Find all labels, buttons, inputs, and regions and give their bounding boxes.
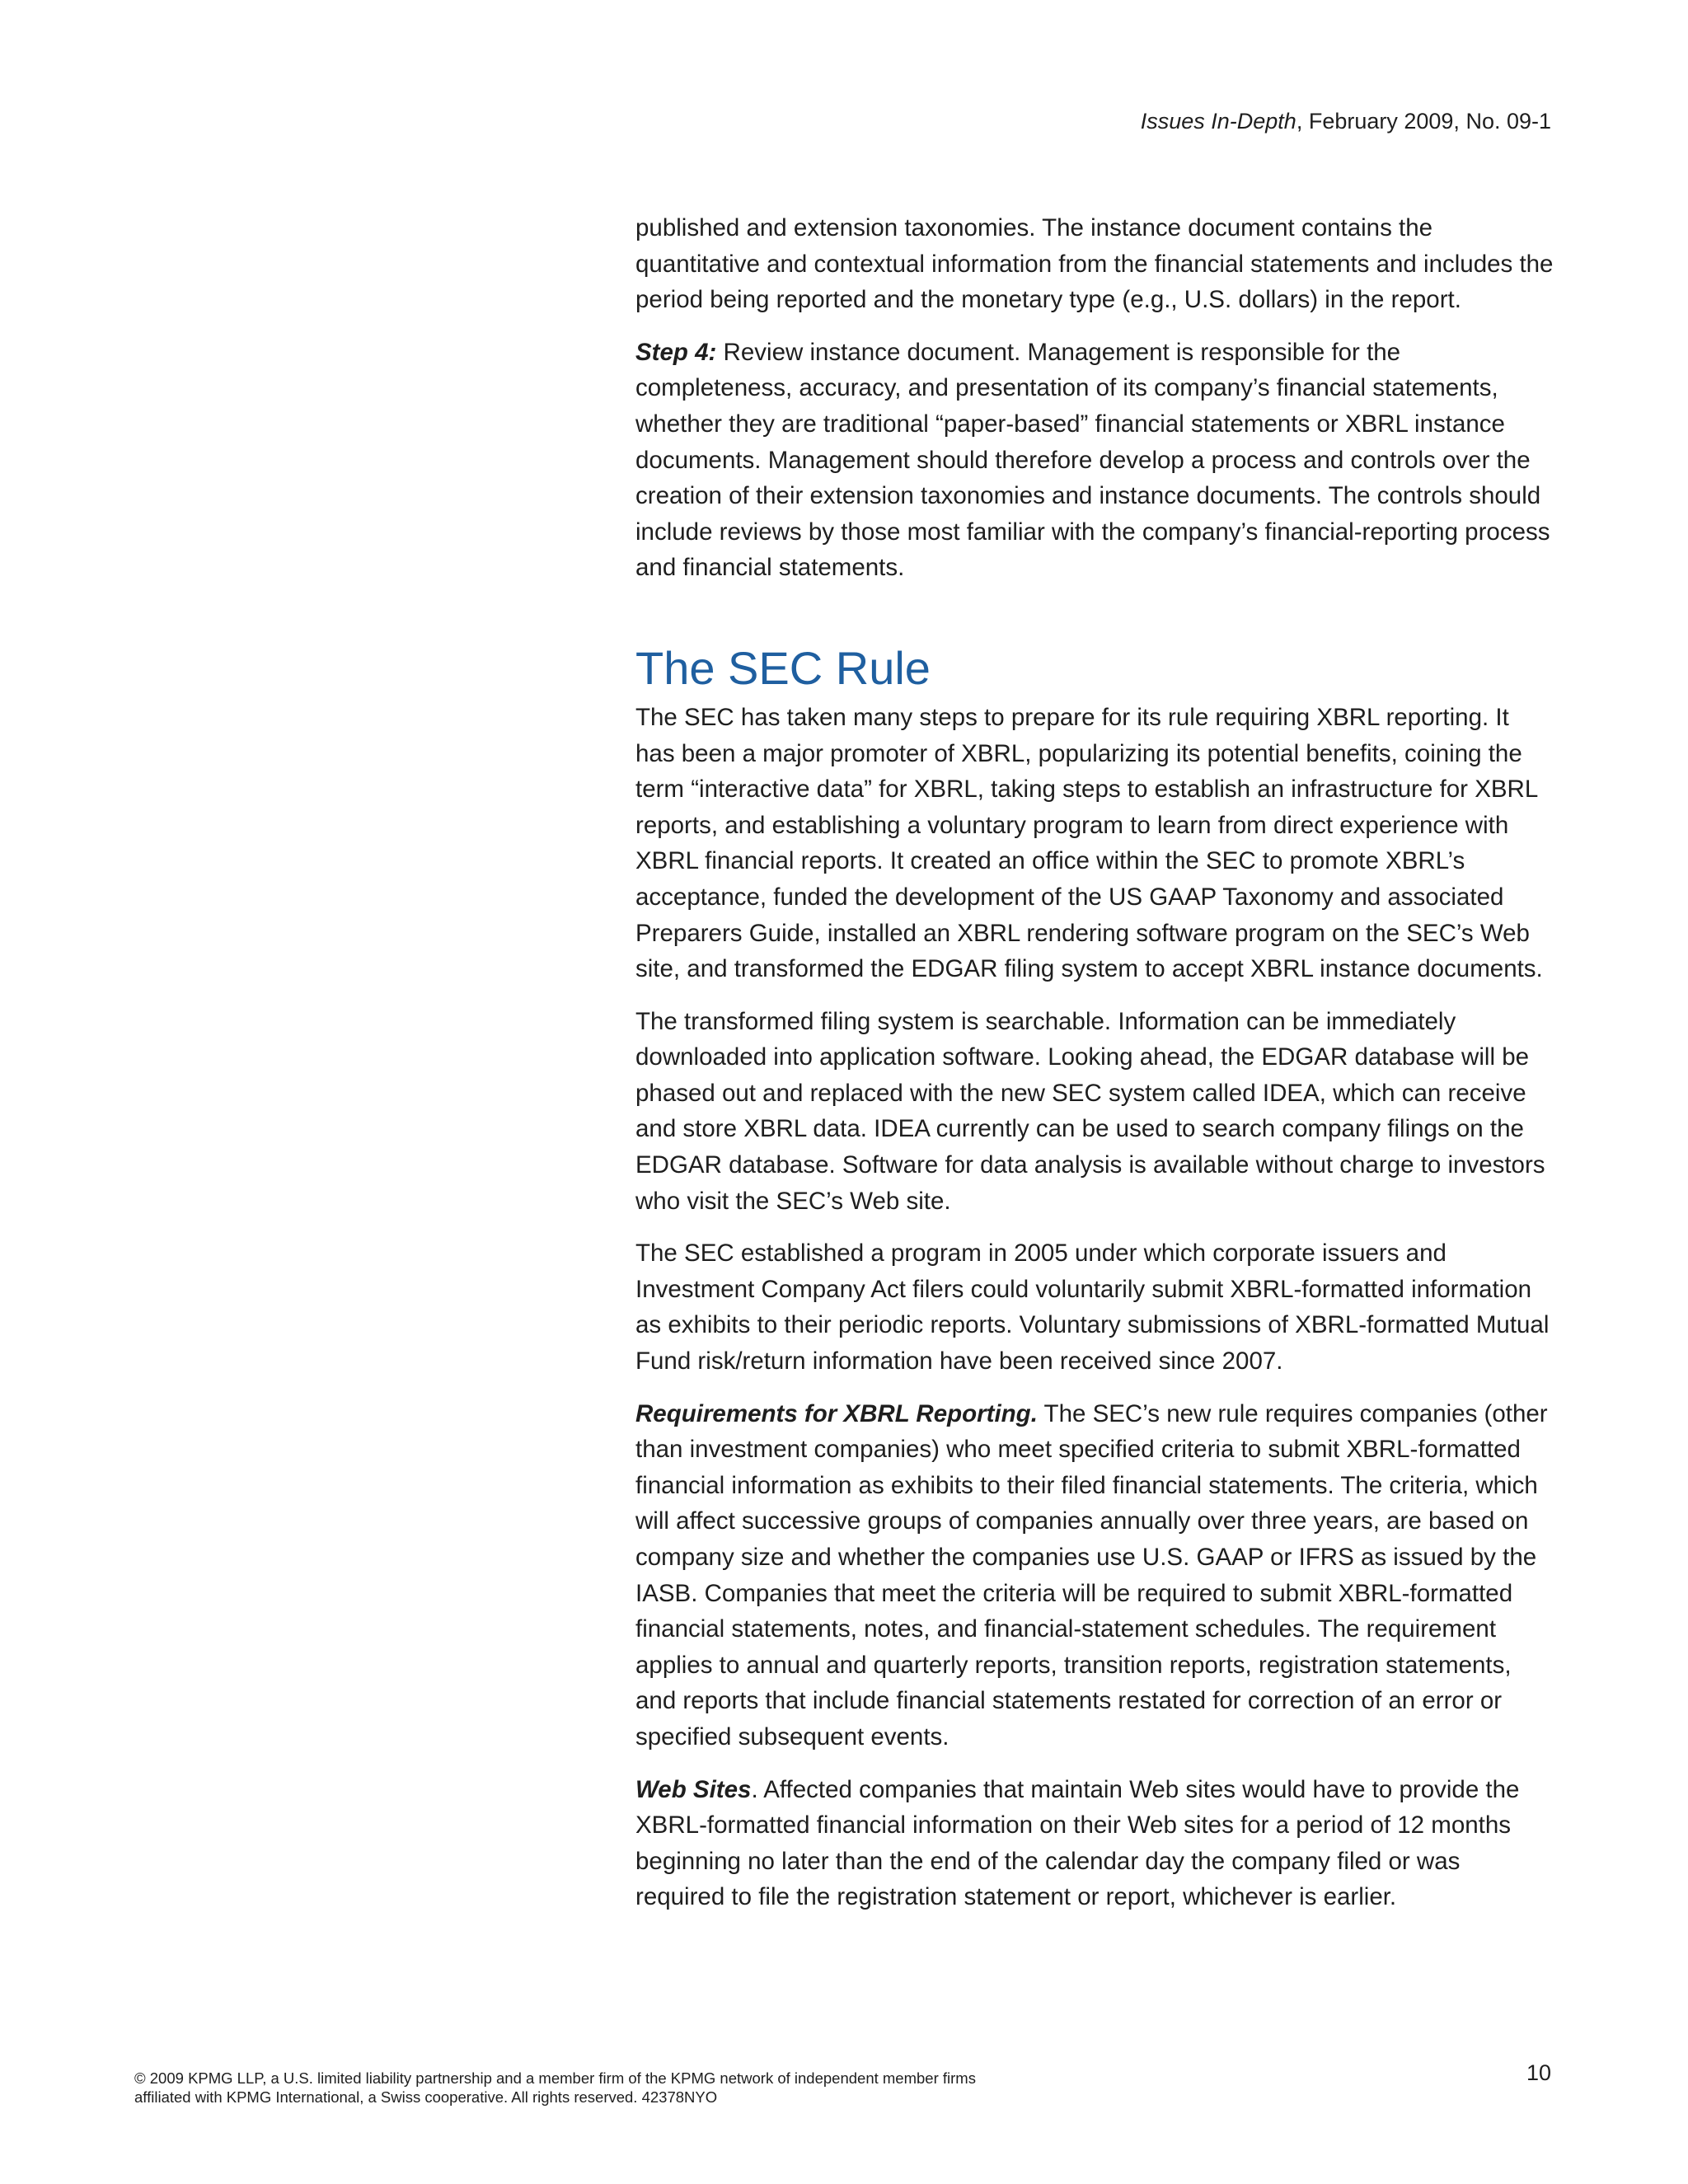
publication-title: Issues In-Depth: [1140, 109, 1296, 134]
paragraph-step-4: [635, 335, 1554, 586]
page-number: 10: [1526, 2060, 1551, 2085]
step-4-body: Review instance document. Management is responsible for the completeness, accuracy, and presentation of its company’s financial statements, whether they are traditional “paper-based” financial statements or XBRL instance documents. Management should therefore develop a process and controls over the creation of their extension taxonomies and instance documents. The controls should include reviews by those most familiar with the company’s financial-reporting process and financial statements.: [635, 338, 1550, 582]
paragraph-voluntary-program: The SEC established a program in 2005 under which corporate issuers and Investment Company Act filers could voluntarily submit XBRL-formatted information as exhibits to their periodic reports. Voluntary submissions of XBRL-formatted Mutual Fund risk/return information have been received since 2007.: [635, 1240, 1550, 1376]
paragraph-web-sites: [635, 1772, 1554, 1915]
requirements-lead: Requirements for XBRL Reporting.: [635, 1399, 1038, 1427]
section-heading: The SEC Rule: [635, 641, 931, 694]
copyright-line-2: affiliated with KPMG International, a Swiss cooperative. All rights reserved. 42378NYO: [134, 2088, 718, 2106]
issue-info: , February 2009, No. 09-1: [1296, 109, 1551, 134]
web-sites-lead: Web Sites: [635, 1775, 752, 1803]
paragraph-instance-document: published and extension taxonomies. The instance document contains the quantitative and contextual information from the financial statements and includes the period being reported and the monetary type (e.g., U.S. dollars) in the report.: [635, 214, 1554, 314]
web-sites-body: . Affected companies that maintain Web sites would have to provide the XBRL-formatted financial information on their Web sites for a period of 12 months beginning no later than the end of the calendar day the company filed or was required to file the registration statement or report, whichever is earlier.: [635, 1775, 1520, 1911]
requirements-body: The SEC’s new rule requires companies (other than investment companies) who meet specified criteria to submit XBRL-formatted financial information as exhibits to their filed financial statements. The criteria, which will affect successive groups of companies annually over three years, are based on company size and whether the companies use U.S. GAAP or IFRS as issued by the IASB. Companies that meet the criteria will be required to submit XBRL-formatted financial statements, notes, and financial-statement schedules. The requirement applies to annual and quarterly reports, transition reports, registration statements, and reports that include financial statements restated for correction of an error or specified subsequent events.: [635, 1399, 1548, 1750]
copyright-line-1: © 2009 KPMG LLP, a U.S. limited liability partnership and a member firm of the KPMG network of independent member firms: [134, 2069, 976, 2087]
paragraph-requirements: [635, 1396, 1554, 1755]
step-4-lead: Step 4:: [635, 338, 717, 366]
main-content: [635, 210, 1554, 1932]
running-header: [1141, 107, 1551, 135]
footer-copyright: [134, 2069, 976, 2107]
paragraph-filing-system: The transformed filing system is searchable. Information can be immediately downloaded into application software. Looking ahead, the EDGAR database will be phased out and replaced with the new SEC system called IDEA, which can receive and store XBRL data. IDEA currently can be used to search company filings on the EDGAR database. Software for data analysis is available without charge to investors who visit the SEC’s Web site.: [635, 1007, 1545, 1215]
paragraph-sec-steps: The SEC has taken many steps to prepare for its rule requiring XBRL reporting. It has been a major promoter of XBRL, popularizing its potential benefits, coining the term “interactive data” for XBRL, taking steps to establish an infrastructure for XBRL reports, and establishing a voluntary program to learn from direct experience with XBRL financial reports. It created an office within the SEC to promote XBRL’s acceptance, funded the development of the US GAAP Taxonomy and associated Preparers Guide, installed an XBRL rendering software program on the SEC’s Web site, and transformed the EDGAR filing system to accept XBRL instance documents.: [635, 703, 1543, 983]
